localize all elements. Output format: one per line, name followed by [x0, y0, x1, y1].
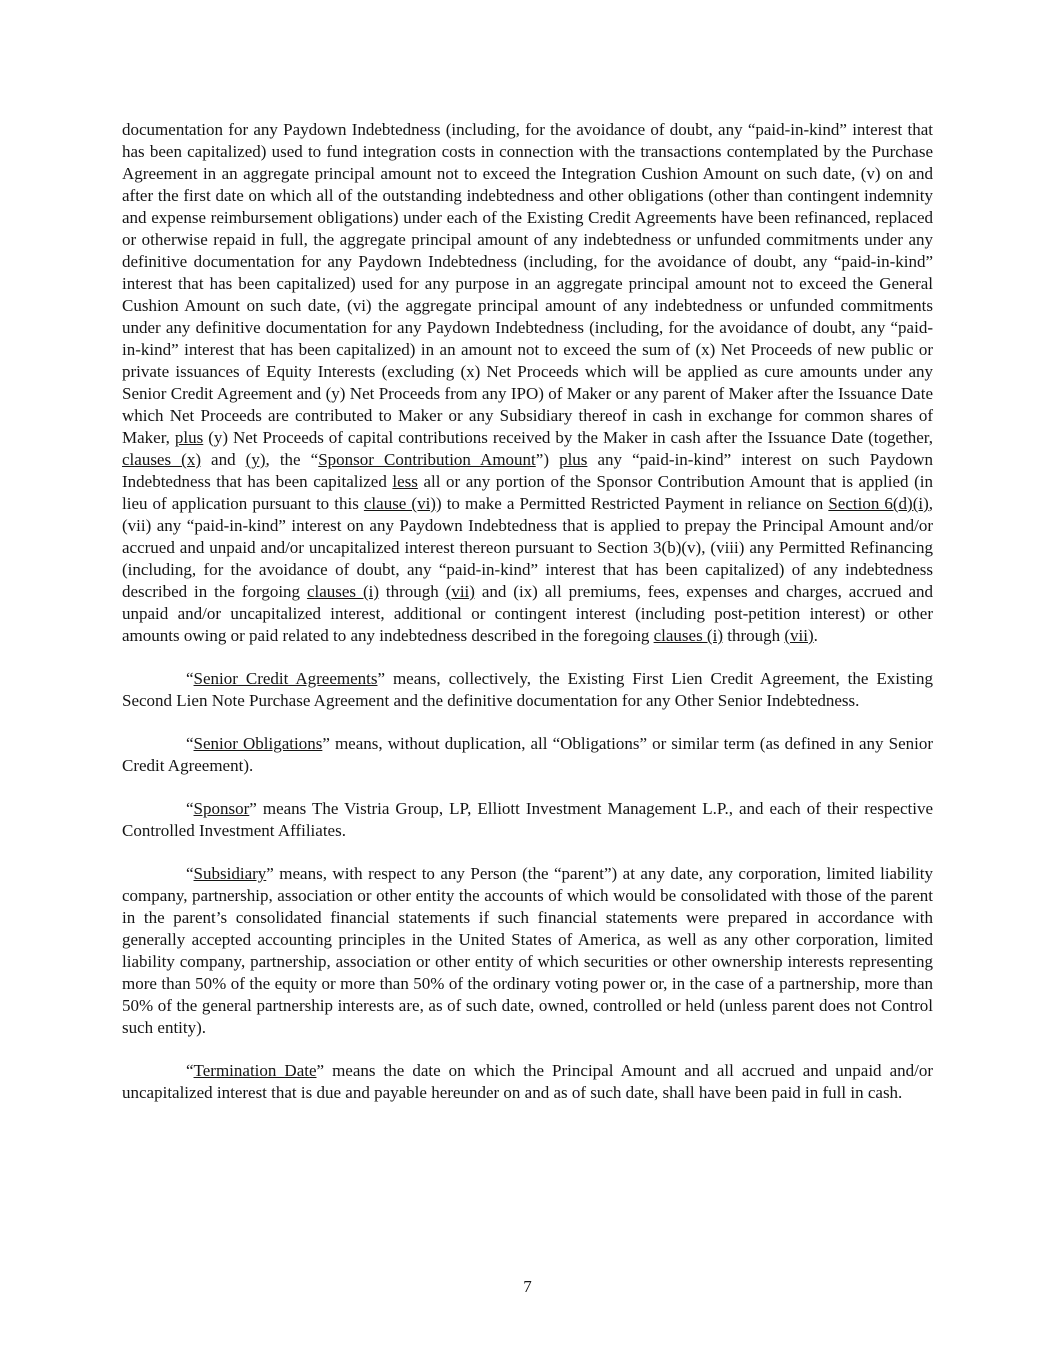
- defined-term: plus: [174, 428, 204, 447]
- text-run: ) to make a Permitted Restricted Payment in reliance on: [435, 494, 829, 513]
- defined-term: (vii): [445, 582, 475, 601]
- text-run: ” means The Vistria Group, LP, Elliott Investment Management L.P., and each of their respective Controlled Investment Affiliates.: [122, 799, 933, 840]
- paragraph-sponsor-definition: [122, 798, 933, 842]
- text-run: and (ix) all premiums, fees, expenses and charges, accrued and unpaid and/or uncapitalized interest, additional or contingent interest (including post-petition interest) or other amounts owing or paid related to any indebtedness described in the foregoing: [122, 582, 933, 645]
- defined-term: Senior Credit Agreements: [193, 669, 378, 688]
- defined-term: clauses (i): [653, 626, 723, 645]
- page-number: 7: [523, 1277, 532, 1296]
- text-run: ” means, with respect to any Person (the “parent”) at any date, any corporation, limited liability company, partnership, association or other entity the accounts of which would be consolidated with those of the parent in the parent’s consolidated financial statements if such financial statements were prepared in accordance with generally accepted accounting principles in the United States of America, as well as any other corporation, limited liability company, partnership, association or other entity of which securities or other ownership interests representing more than 50% of the equity or more than 50% of the ordinary voting power or, in the case of a partnership, more than 50% of the general partnership interests are, as of such date, owned, controlled or held (unless parent does not Control such entity).: [122, 864, 933, 1037]
- text-run: documentation for any Paydown Indebtedness (including, for the avoidance of doubt, any “paid-in-kind” interest that has been capitalized) used to fund integration costs in connection with the transactions contemplated by the Purchase Agreement in an aggregate principal amount not to exceed the Integration Cushion Amount on such date, (v) on and after the first date on which all of the outstanding indebtedness and other obligations (other than contingent indemnity and expense reimbursement obligations) under each of the Existing Credit Agreements have been refinanced, replaced or otherwise repaid in full, the aggregate principal amount of any indebtedness or unfunded commitments under any definitive documentation for any Paydown Indebtedness (including, for the avoidance of doubt, any “paid-in-kind” interest that has been capitalized) used for any purpose in an aggregate principal amount not to exceed the General Cushion Amount on such date, (vi) the aggregate principal amount of any indebtedness or unfunded commitments under any definitive documentation for any Paydown Indebtedness (including, for the avoidance of doubt, any “paid-in-kind” interest that has been capitalized) in an amount not to exceed the sum of (x) Net Proceeds of new public or private issuances of Equity Interests (excluding (x) Net Proceeds which will be applied as cure amounts under any Senior Credit Agreement and (y) Net Proceeds from any IPO) of Maker or any parent of Maker after the Issuance Date which Net Proceeds are contributed to Maker or any Subsidiary thereof in cash in exchange for common shares of Maker,: [122, 120, 933, 447]
- text-run: ” means, collectively, the Existing First Lien Credit Agreement, the Existing Second Lien Note Purchase Agreement and the definitive documentation for any Other Senior Indebtedness.: [122, 669, 933, 710]
- text-run: ” means, without duplication, all “Obligations” or similar term (as defined in any Senior Credit Agreement).: [122, 734, 934, 775]
- text-run: and: [200, 450, 246, 469]
- defined-term: Sponsor Contribution Amount: [318, 450, 536, 469]
- defined-term: less: [392, 472, 418, 491]
- defined-term: plus: [559, 450, 588, 469]
- defined-term: clauses (x): [122, 450, 201, 469]
- text-run: “: [186, 669, 194, 688]
- defined-term: clause (vi): [363, 494, 436, 513]
- paragraph-paydown-indebtedness-continuation: [122, 119, 933, 647]
- document-body: [122, 119, 933, 1125]
- text-run: “: [186, 734, 194, 753]
- text-run: through: [722, 626, 785, 645]
- text-run: (y) Net Proceeds of capital contributions received by the Maker in cash after the Issuance Date (together,: [203, 428, 933, 447]
- text-run: any “paid-in-kind” interest on such Paydown Indebtedness that has been capitalized: [122, 450, 933, 491]
- defined-term: Termination Date: [193, 1061, 317, 1080]
- text-run: “: [186, 799, 194, 818]
- defined-term: Senior Obligations: [193, 734, 323, 753]
- text-run: “: [186, 1061, 194, 1080]
- text-run: all or any portion of the Sponsor Contribution Amount that is applied (in lieu of application pursuant to this: [122, 472, 933, 513]
- text-run: through: [378, 582, 446, 601]
- defined-term: Section 6(d)(i): [828, 494, 929, 513]
- text-run: , the “: [265, 450, 319, 469]
- defined-term: (vii): [784, 626, 814, 645]
- defined-term: Sponsor: [193, 799, 250, 818]
- paragraph-senior-obligations-definition: [122, 733, 933, 777]
- text-run: ”): [535, 450, 560, 469]
- paragraph-termination-date-definition: [122, 1060, 933, 1104]
- text-run: .: [813, 626, 818, 645]
- text-run: , (vii) any “paid-in-kind” interest on any Paydown Indebtedness that is applied to prepay the Principal Amount and/or accrued and unpaid and/or uncapitalized interest thereon pursuant to Section 3(b)(v), (viii) any Permitted Refinancing (including, for the avoidance of doubt, any “paid-in-kind” interest that has been capitalized) of any indebtedness described in the forgoing: [122, 494, 933, 601]
- text-run: ” means the date on which the Principal Amount and all accrued and unpaid and/or uncapitalized interest that is due and payable hereunder on and as of such date, shall have been paid in full in cash.: [122, 1061, 934, 1102]
- paragraph-senior-credit-agreements-definition: [122, 668, 933, 712]
- defined-term: clauses (i): [306, 582, 379, 601]
- defined-term: Subsidiary: [193, 864, 267, 883]
- paragraph-subsidiary-definition: [122, 863, 933, 1039]
- text-run: “: [186, 864, 194, 883]
- defined-term: (y): [245, 450, 266, 469]
